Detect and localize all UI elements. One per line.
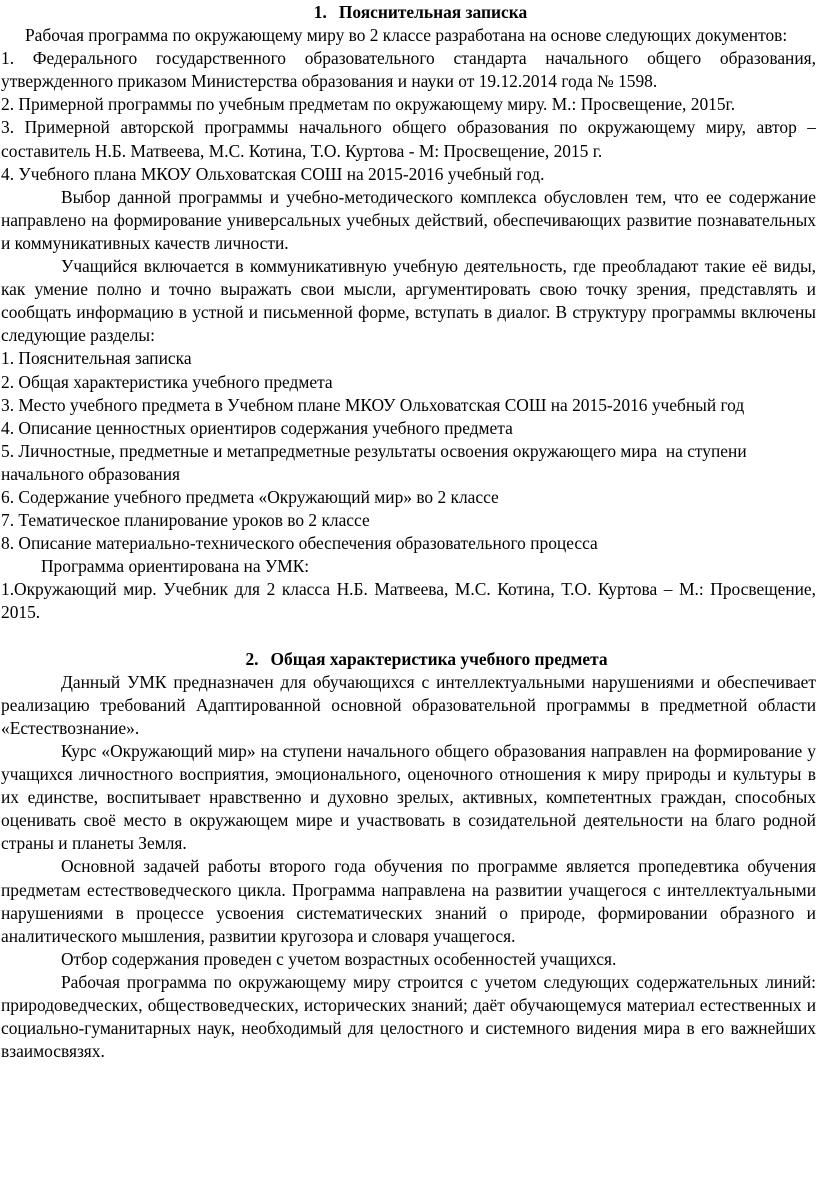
umk-item-1: 1.Окружающий мир. Учебник для 2 класса Н.Б. Матвеева, М.С. Котина, Т.О. Куртова – М.: Просвещение, 2015. xyxy=(1,579,816,623)
umk-intro: Программа ориентирована на УМК: xyxy=(41,556,310,577)
section-1-title: Пояснительная записка xyxy=(338,2,528,22)
program-section-item-5: 5. Личностные, предметные и метапредметные результаты освоения окружающего мира на ступени начального образования xyxy=(1,440,747,484)
student-activity-paragraph: Учащийся включается в коммуникативную учебную деятельность, где преобладают такие её виды, как умение полно и точно выражать свои мысли, аргументировать свою точку зрения, представлять и сообщать информацию в устной и письменной форме, вступать в диалог. В структуру программы включены следующие разделы: xyxy=(1,256,816,346)
document-item-3: 3. Примерной авторской программы начального общего образования по окружающему миру, автор – составитель Н.Б. Матвеева, М.С. Котина, Т.О. Куртова - М: Просвещение, 2015 г. xyxy=(1,117,816,161)
umk-purpose-paragraph: Данный УМК предназначен для обучающихся с интеллектуальными нарушениями и обеспечивает реализацию требований Адаптированной основной образовательной программы в предметной области «Естествознание». xyxy=(1,671,816,738)
main-task-paragraph: Основной задачей работы второго года обучения по программе является пропедевтика обучения предметам естествоведческого цикла. Программа направлена на развитии учащегося с интеллектуальными нарушениями в процессе усвоения систематических знаний о природе, формировании образного и аналитического мышления, развитии кругозора и словаря учащегося. xyxy=(1,856,816,946)
intro-paragraph: Рабочая программа по окружающему миру во 2 классе разработана на основе следующих документов: xyxy=(25,25,788,46)
document-item-1: 1. Федерального государственного образовательного стандарта начального общего образования, утвержденного приказом Министерства образования и науки от 19.12.2014 года № 1598. xyxy=(1,48,816,92)
program-section-item-6: 6. Содержание учебного предмета «Окружающий мир» во 2 классе xyxy=(1,486,499,507)
course-goal-paragraph: Курс «Окружающий мир» на ступени начального общего образования направлен на формирование у учащихся личностного восприятия, эмоционального, оценочного отношения к миру природы и культуры в их единстве, воспитывает нравственно и духовно зрелых, активных, компетентных граждан, способных оценивать своё место в окружающем мире и участвовать в созидательной деятельности на благо родной страны и планеты Земля. xyxy=(1,741,816,854)
program-section-item-7: 7. Тематическое планирование уроков во 2 классе xyxy=(1,510,370,531)
program-section-item-2: 2. Общая характеристика учебного предмета xyxy=(1,371,333,392)
section-2-title: Общая характеристика учебного предмета xyxy=(270,648,608,669)
program-section-item-8: 8. Описание материально-технического обеспечения образовательного процесса xyxy=(1,533,598,554)
section-2-heading xyxy=(1,648,816,671)
section-2-number: 2. xyxy=(245,648,259,669)
spacer xyxy=(1,625,816,648)
section-1-heading xyxy=(1,1,816,24)
section-1-number: 1. xyxy=(313,2,327,22)
content-lines-paragraph: Рабочая программа по окружающему миру строится с учетом следующих содержательных линий: природоведческих, обществоведческих, исторических знаний; даёт обучающемуся материал естественных и социально-гуманитарных наук, необходимый для целостного и системного видения мира в его важнейших взаимосвязях. xyxy=(1,971,816,1062)
program-section-item-3: 3. Место учебного предмета в Учебном плане МКОУ Ольховатская СОШ на 2015-2016 учебный год xyxy=(1,394,745,415)
program-section-item-1: 1. Пояснительная записка xyxy=(1,348,192,369)
document-item-4: 4. Учебного плана МКОУ Ольховатская СОШ на 2015-2016 учебный год. xyxy=(1,163,545,184)
program-section-item-4: 4. Описание ценностных ориентиров содержания учебного предмета xyxy=(1,417,513,438)
program-choice-paragraph: Выбор данной программы и учебно-методического комплекса обусловлен тем, что ее содержание направлено на формирование универсальных учебных действий, обеспечивающих развитие познавательных и коммуникативных качеств личности. xyxy=(1,186,816,253)
document-item-2: 2. Примерной программы по учебным предметам по окружающему миру. М.: Просвещение, 2015г. xyxy=(1,94,736,115)
content-selection-paragraph: Отбор содержания проведен с учетом возрастных особенностей учащихся. xyxy=(61,948,617,969)
